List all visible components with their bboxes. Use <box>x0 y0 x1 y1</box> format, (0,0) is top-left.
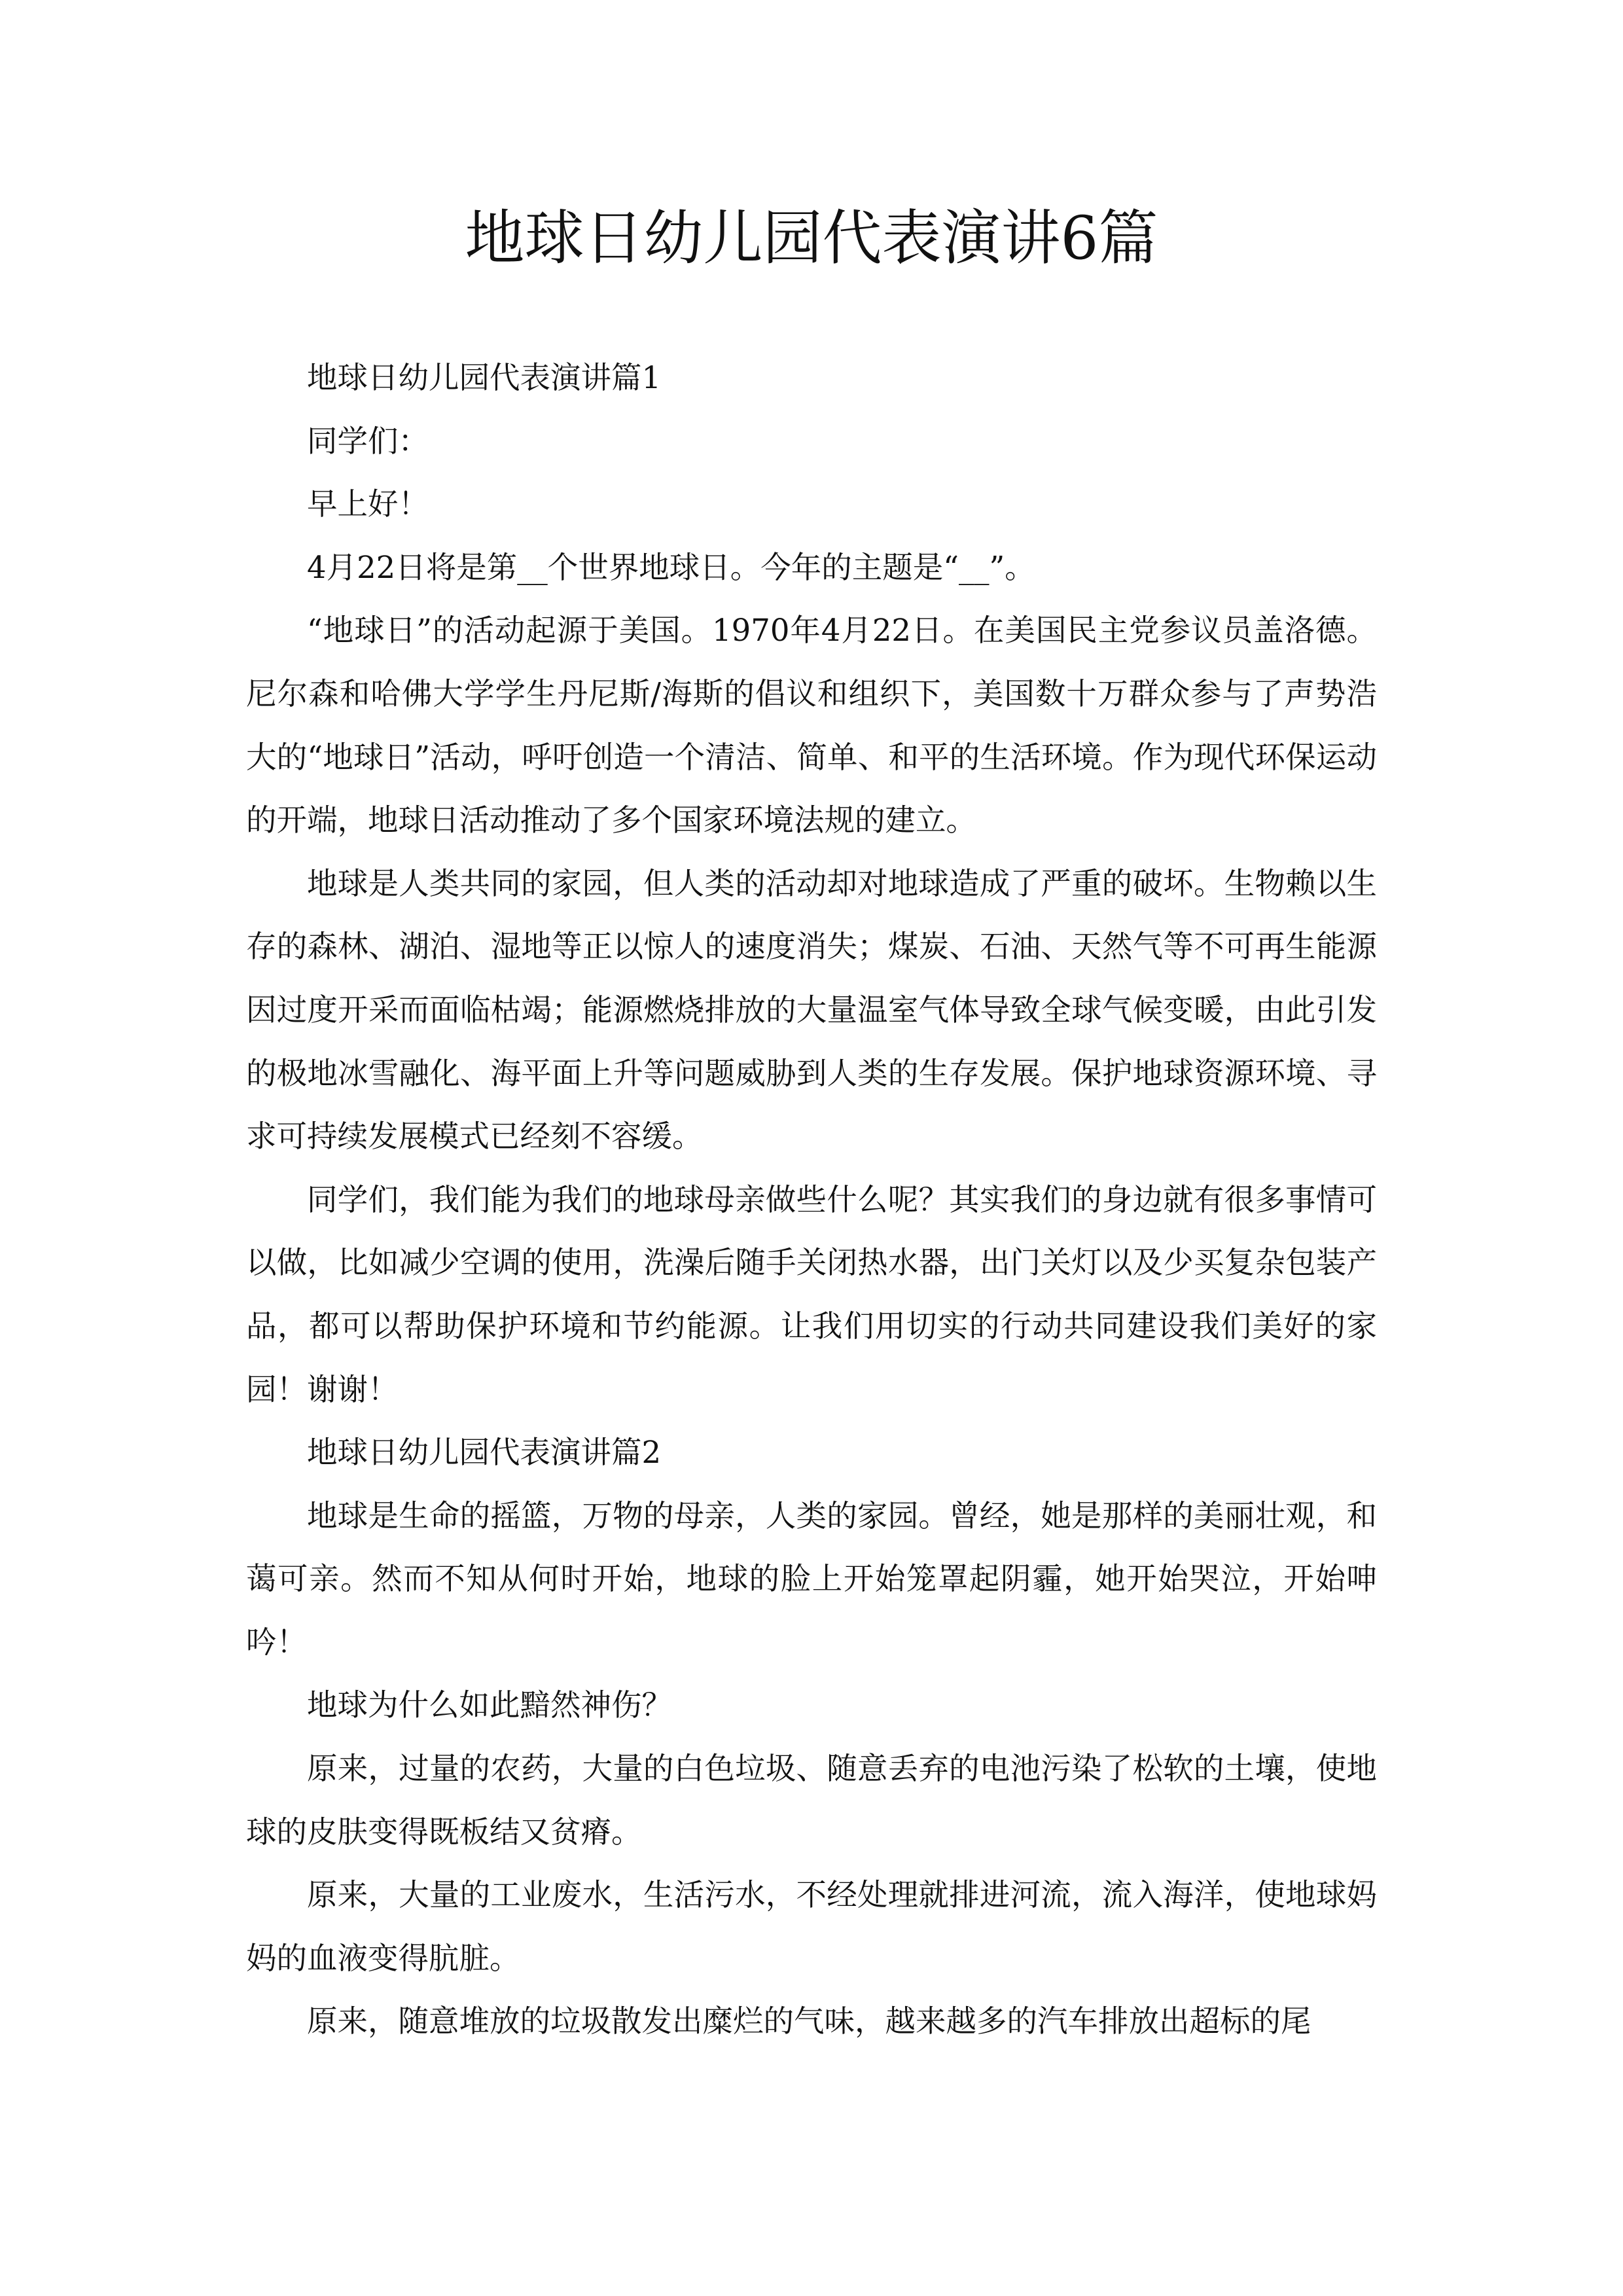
section-heading: 地球日幼儿园代表演讲篇2 <box>307 1435 662 1471</box>
document-title: 地球日幼儿园代表演讲6篇 <box>465 204 1158 273</box>
paragraph: 原来，过量的农药，大量的白色垃圾、随意丢弃的电池污染了松软的土壤，使地球的皮肤变得既板结又贫瘠。 <box>246 1751 1377 1850</box>
document-body <box>246 346 1377 2053</box>
paragraph: 地球为什么如此黯然神伤？ <box>307 1687 672 1723</box>
paragraph: 同学们： <box>307 423 429 459</box>
paragraph: 原来，大量的工业废水，生活污水，不经处理就排进河流，流入海洋，使地球妈妈的血液变得肮脏。 <box>246 1877 1377 1976</box>
paragraph: 4月22日将是第__个世界地球日。今年的主题是“__”。 <box>307 549 1035 585</box>
paragraph: 地球是生命的摇篮，万物的母亲，人类的家园。曾经，她是那样的美丽壮观，和蔼可亲。然而不知从何时开始，地球的脸上开始笼罩起阴霾，她开始哭泣，开始呻吟！ <box>246 1498 1377 1660</box>
paragraph: 地球是人类共同的家园，但人类的活动却对地球造成了严重的破坏。生物赖以生存的森林、湖泊、湿地等正以惊人的速度消失；煤炭、石油、天然气等不可再生能源因过度开采而面临枯竭；能源燃烧排放的大量温室气体导致全球气候变暖，由此引发的极地冰雪融化、海平面上升等问题威胁到人类的生存发展。保护地球资源环境、寻求可持续发展模式已经刻不容缓。 <box>246 865 1377 1155</box>
paragraph: 早上好！ <box>307 486 429 522</box>
section-heading: 地球日幼儿园代表演讲篇1 <box>307 360 662 395</box>
paragraph: 同学们，我们能为我们的地球母亲做些什么呢？其实我们的身边就有很多事情可以做，比如减少空调的使用，洗澡后随手关闭热水器，出门关灯以及少买复杂包装产品，都可以帮助保护环境和节约能源。让我们用切实的行动共同建设我们美好的家园！谢谢！ <box>246 1181 1377 1407</box>
paragraph: “地球日”的活动起源于美国。1970年4月22日。在美国民主党参议员盖洛德。尼尔森和哈佛大学学生丹尼斯/海斯的倡议和组织下，美国数十万群众参与了声势浩大的“地球日”活动，呼吁创造一个清洁、简单、和平的生活环境。作为现代环保运动的开端，地球日活动推动了多个国家环境法规的建立。 <box>246 613 1377 838</box>
paragraph: 原来，随意堆放的垃圾散发出糜烂的气味，越来越多的汽车排放出超标的尾 <box>307 2003 1311 2039</box>
